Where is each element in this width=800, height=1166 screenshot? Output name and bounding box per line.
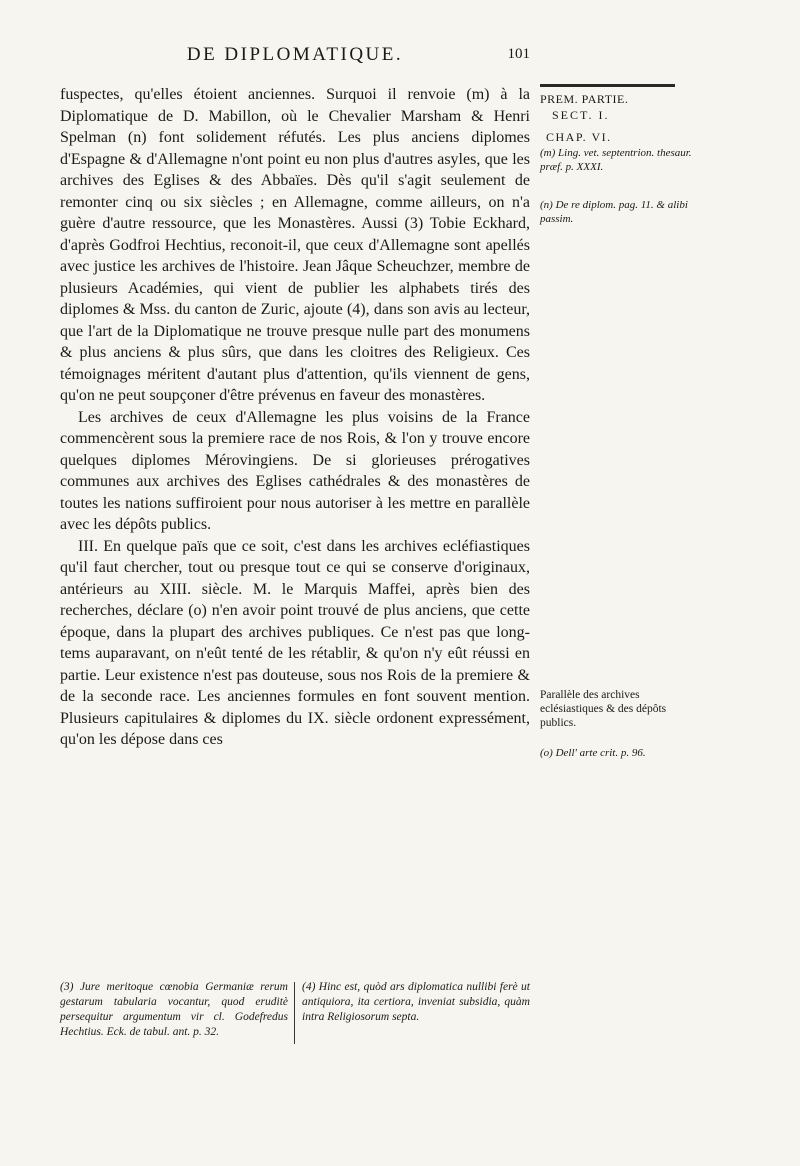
footnote-4-text: (4) Hinc est, quòd ars diplomatica nullibi ferè ut antiquiora, ita certiora, inveniat subsidia, quàm intra Religiosorum septa. [302,981,530,1023]
page-header [60,44,530,68]
margin-rule [540,84,675,87]
page-number: 101 [507,46,530,62]
margin-summary: Parallèle des archives eclésiastiques & des dépôts publics. [540,689,667,729]
main-text [60,84,530,751]
footnote-divider [294,982,295,1044]
margin-note-o: (o) Dell' arte crit. p. 96. [540,747,646,759]
footnote-4 [302,980,530,1025]
paragraph-1: fuspectes, qu'elles étoient anciennes. Surquoi il renvoie (m) à la Diplomatique de D. Mabillon, où le Chevalier Marsham & Henri Spelman (n) font solidement réfutés. Les plus anciens diplomes d'Espagne & d'Allemagne n'ont point eu non plus d'autres asyles, que les archives des Eglises & des Abbaïes. Dès qu'il s'agit seulement de remonter cinq ou six siècles ; en Allemagne, comme ailleurs, on n'a guère d'autre ressource, que les Monastères. Aussi (3) Tobie Eckhard, d'après Godfroi Hechtius, reconoit-il, que ceux d'Allemagne sont apellés avec justice les archives de l'histoire. Jean Jâque Scheuchzer, membre de plusieurs Académies, qui vient de publier les alphabets tirés des diplomes & Mss. du canton de Zuric, ajoute (4), dans son avis au lecteur, que l'art de la Diplomatique ne trouve presque nulle part des monumens & plus anciens & plus sûrs, que dans les cloitres des Religieux. Ces témoignages méritent d'autant plus d'attention, qu'ils viennent de gens, qu'on ne peut soupçoner d'être prévenus en faveur des monastères. [60,86,530,404]
running-title: DE DIPLOMATIQUE. [186,44,404,65]
paragraph-3: III. En quelque païs que ce soit, c'est dans les archives ecléfiastiques qu'il faut chercher, tout ou presque tout ce qui se conserve d'originaux, antérieurs au XIII. siècle. M. le Marquis Maffei, après bien des recherches, déclare (o) n'en avoir point trouvé de plus anciens, que cette époque, dans la plupart des archives publiques. Ce n'est pas que long-tems auparavant, on n'eût tenté de les rétablir, & qu'on n'y eût réussi en partie. Leur existence n'est pas douteuse, sous nos Rois de la premiere & de la seconde race. Les anciennes formules en font souvent mention. Plusieurs capitulaires & diplomes du IX. siècle ordonent expressément, qu'on les dépose dans ces [60,537,530,748]
footnote-3 [60,980,288,1040]
margin-chapter-label: CHAP. VI. [546,130,612,144]
margin-part-label: PREM. PARTIE. [540,92,629,106]
margin-note-n: (n) De re diplom. pag. 11. & alibi passim. [540,199,688,225]
paragraph-2: Les archives de ceux d'Allemagne les plus voisins de la France commencèrent sous la premiere race de nos Rois, & l'on y trouve encore quelques diplomes Mérovingiens. De si glorieuses prérogatives communes aux archives des Eglises cathédrales & des monastères de toutes les nations suffiroient pour nous autoriser à les mettre en parallèle avec les dépôts publics. [60,408,530,533]
margin-section-label: SECT. I. [552,108,610,122]
footnote-3-text: (3) Jure meritoque cœnobia Germaniæ rerum gestarum tabularia vocantur, quod eruditè persequitur argumentum vir cl. Godefredus Hechtius. Eck. de tabul. ant. p. 32. [60,981,288,1038]
margin-note-m: (m) Ling. vet. septentrion. thesaur. præf. p. XXXI. [540,147,692,173]
